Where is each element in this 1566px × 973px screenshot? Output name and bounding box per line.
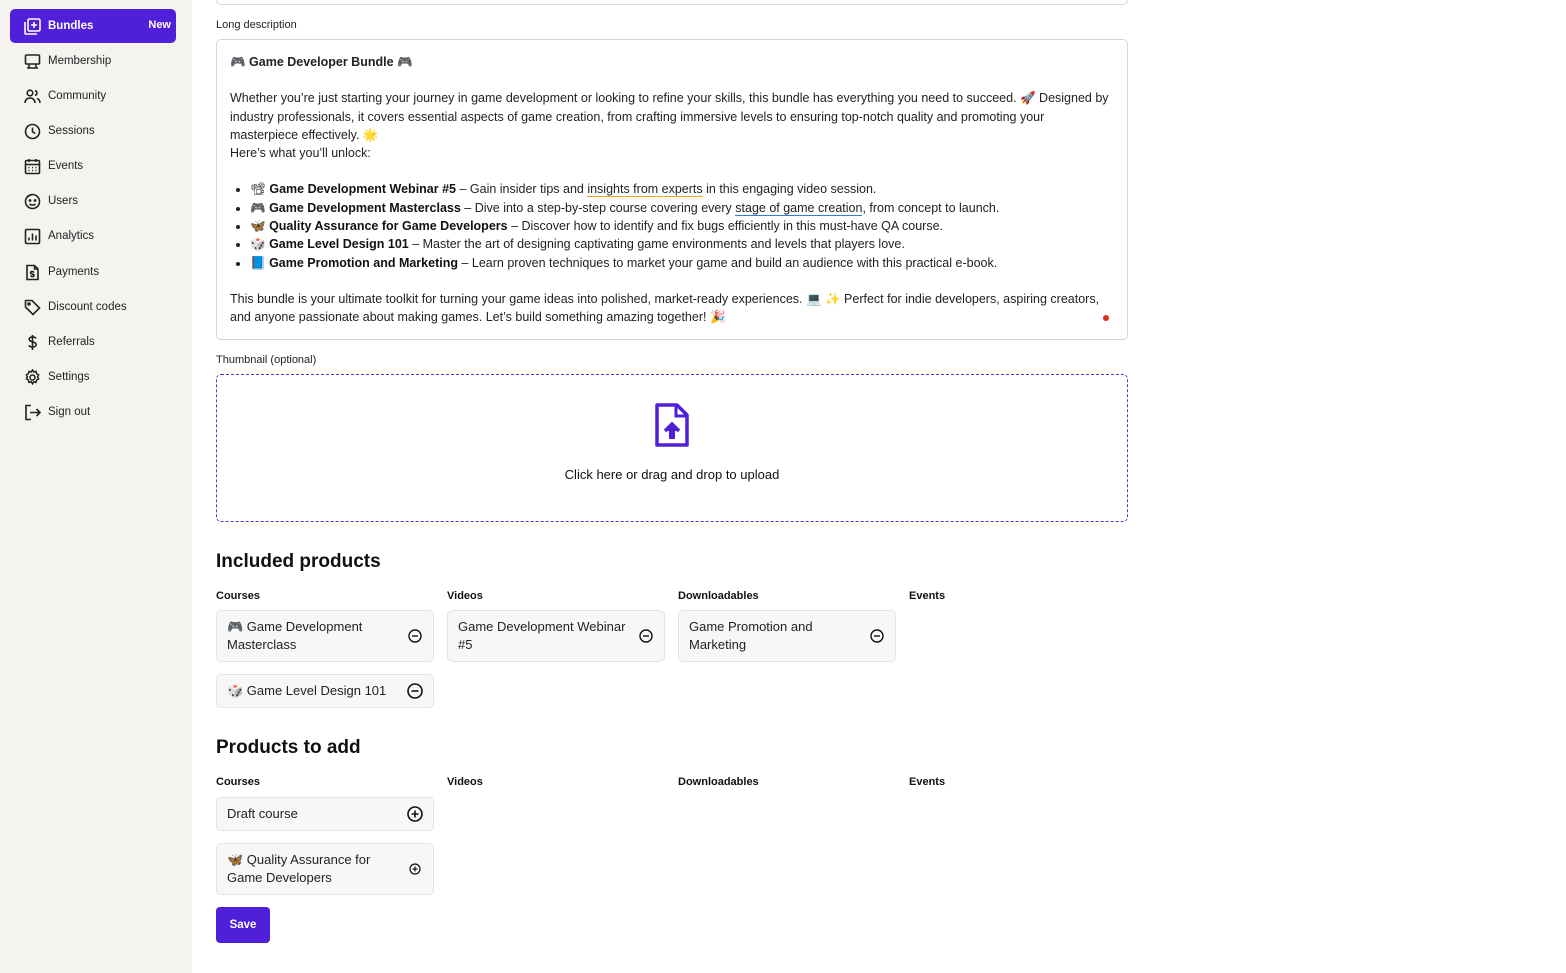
included-product-card xyxy=(678,610,896,662)
product-name: Game Promotion and Marketing xyxy=(689,619,813,652)
sidebar-item-label: Referrals xyxy=(48,336,95,348)
sidebar-item-bundles[interactable] xyxy=(10,9,176,43)
list-item: • 🎲 Game Level Design 101 – Master the art of designing captivating game environments and levels that players love. xyxy=(250,235,1114,253)
description-intro: Whether you’re just starting your journey in game development or looking to refine your skills, this bundle has everything you need to succeed. 🚀 Designed by industry professionals, it covers essential aspects of game creation, from crafting immersive levels to ensuring top-notch quality and promoting your masterpiece effectively. 🌟 xyxy=(230,91,1109,142)
description-outro: This bundle is your ultimate toolkit for turning your game ideas into polished, market-ready experiences. 💻 ✨ Perfect for indie developers, aspiring creators, and anyone passionate about making games. Let’s build something amazing together! 🎉 xyxy=(230,291,1100,325)
included-col-events: Events xyxy=(909,590,946,602)
minus-circle-icon xyxy=(408,629,422,643)
plus-circle-icon xyxy=(407,806,423,822)
sidebar-item-sessions[interactable] xyxy=(10,114,176,148)
add-col-videos: Videos xyxy=(447,776,483,788)
long-description-label: Long description xyxy=(216,19,297,31)
sidebar-item-label: Membership xyxy=(48,55,112,67)
clock-icon xyxy=(23,122,41,140)
product-name: Game Development Webinar #5 xyxy=(458,619,626,652)
community-icon xyxy=(23,87,41,105)
remove-product-button[interactable] xyxy=(638,628,654,644)
spellcheck-indicator xyxy=(1103,315,1109,321)
included-product-card xyxy=(216,610,434,662)
add-product-button[interactable] xyxy=(407,806,423,822)
sidebar-item-label: Sessions xyxy=(48,125,95,137)
add-product-button[interactable] xyxy=(407,861,423,877)
add-col-events: Events xyxy=(909,776,946,788)
sidebar-item-membership[interactable] xyxy=(10,44,176,78)
minus-circle-icon xyxy=(407,683,423,699)
short-description-field[interactable] xyxy=(216,0,1128,5)
gear-icon xyxy=(23,368,41,386)
thumbnail-label: Thumbnail (optional) xyxy=(216,354,317,366)
sidebar-item-label: Analytics xyxy=(48,230,95,242)
included-products-title: Included products xyxy=(216,551,381,572)
save-button[interactable]: Save xyxy=(216,907,270,943)
sidebar-item-label: Community xyxy=(48,90,107,102)
description-bullet-list xyxy=(250,180,1114,271)
remove-product-button[interactable] xyxy=(407,683,423,699)
sidebar-item-users[interactable] xyxy=(10,184,176,218)
plus-circle-icon xyxy=(409,863,421,875)
dollar-icon xyxy=(23,333,41,351)
analytics-icon xyxy=(23,227,41,245)
add-col-downloadables: Downloadables xyxy=(678,776,759,788)
list-item: • 🎮 Game Development Masterclass – Dive into a step-by-step course covering every stage of game creation, from concept to launch. xyxy=(250,199,1114,217)
payments-icon xyxy=(23,263,41,281)
sidebar-item-analytics[interactable] xyxy=(10,219,176,253)
sidebar-item-label: Users xyxy=(48,195,79,207)
users-icon xyxy=(23,192,41,210)
included-col-downloadables: Downloadables xyxy=(678,590,759,602)
list-item: • 🦋 Quality Assurance for Game Developers – Discover how to identify and fix bugs efficiently in this must-have QA course. xyxy=(250,217,1114,235)
sidebar-item-payments[interactable] xyxy=(10,255,176,289)
sidebar-item-community[interactable] xyxy=(10,79,176,113)
new-badge: New xyxy=(148,19,171,31)
minus-circle-icon xyxy=(870,629,884,643)
product-name: Draft course xyxy=(227,806,298,821)
file-upload-icon xyxy=(654,403,690,452)
sidebar-item-sign-out[interactable] xyxy=(10,395,176,429)
tag-icon xyxy=(23,298,41,316)
upload-instructions: Click here or drag and drop to upload xyxy=(564,467,780,482)
sidebar-item-label: Discount codes xyxy=(48,301,127,313)
calendar-icon xyxy=(23,157,41,175)
list-item: • 📘 Game Promotion and Marketing – Learn proven techniques to market your game and build an audience with this practical e-book. xyxy=(250,254,1114,272)
list-item: • 📽 Game Development Webinar #5 – Gain insider tips and insights from experts in this engaging video session. xyxy=(250,180,1114,198)
sidebar xyxy=(0,0,192,973)
remove-product-button[interactable] xyxy=(407,628,423,644)
add-col-courses: Courses xyxy=(216,776,261,788)
sign-out-icon xyxy=(23,403,41,421)
product-name: 🎮 Game Development Masterclass xyxy=(227,619,363,652)
available-product-card xyxy=(216,843,434,895)
long-description-editor[interactable] xyxy=(216,39,1128,340)
remove-product-button[interactable] xyxy=(869,628,885,644)
included-col-courses: Courses xyxy=(216,590,261,602)
sidebar-item-label: Payments xyxy=(48,266,100,278)
products-to-add-title: Products to add xyxy=(216,737,361,758)
product-name: 🎲 Game Level Design 101 xyxy=(227,683,387,698)
sidebar-item-label: Sign out xyxy=(48,406,91,418)
membership-icon xyxy=(23,52,41,70)
sidebar-item-referrals[interactable] xyxy=(10,325,176,359)
product-name: 🦋 Quality Assurance for Game Developers xyxy=(227,852,371,885)
description-unlock-line: Here’s what you’ll unlock: xyxy=(230,146,371,161)
sidebar-item-label: Bundles xyxy=(48,20,94,32)
included-col-videos: Videos xyxy=(447,590,483,602)
included-product-card xyxy=(216,674,434,708)
description-title: 🎮 Game Developer Bundle 🎮 xyxy=(230,55,413,69)
sidebar-item-label: Events xyxy=(48,160,84,172)
sidebar-item-events[interactable] xyxy=(10,149,176,183)
sidebar-item-discount-codes[interactable] xyxy=(10,290,176,324)
thumbnail-upload-dropzone[interactable] xyxy=(216,374,1128,522)
minus-circle-icon xyxy=(639,629,653,643)
included-product-card xyxy=(447,610,665,662)
sidebar-item-settings[interactable] xyxy=(10,360,176,394)
bundle-plus-icon xyxy=(23,17,41,35)
sidebar-item-label: Settings xyxy=(48,371,90,383)
available-product-card xyxy=(216,797,434,831)
